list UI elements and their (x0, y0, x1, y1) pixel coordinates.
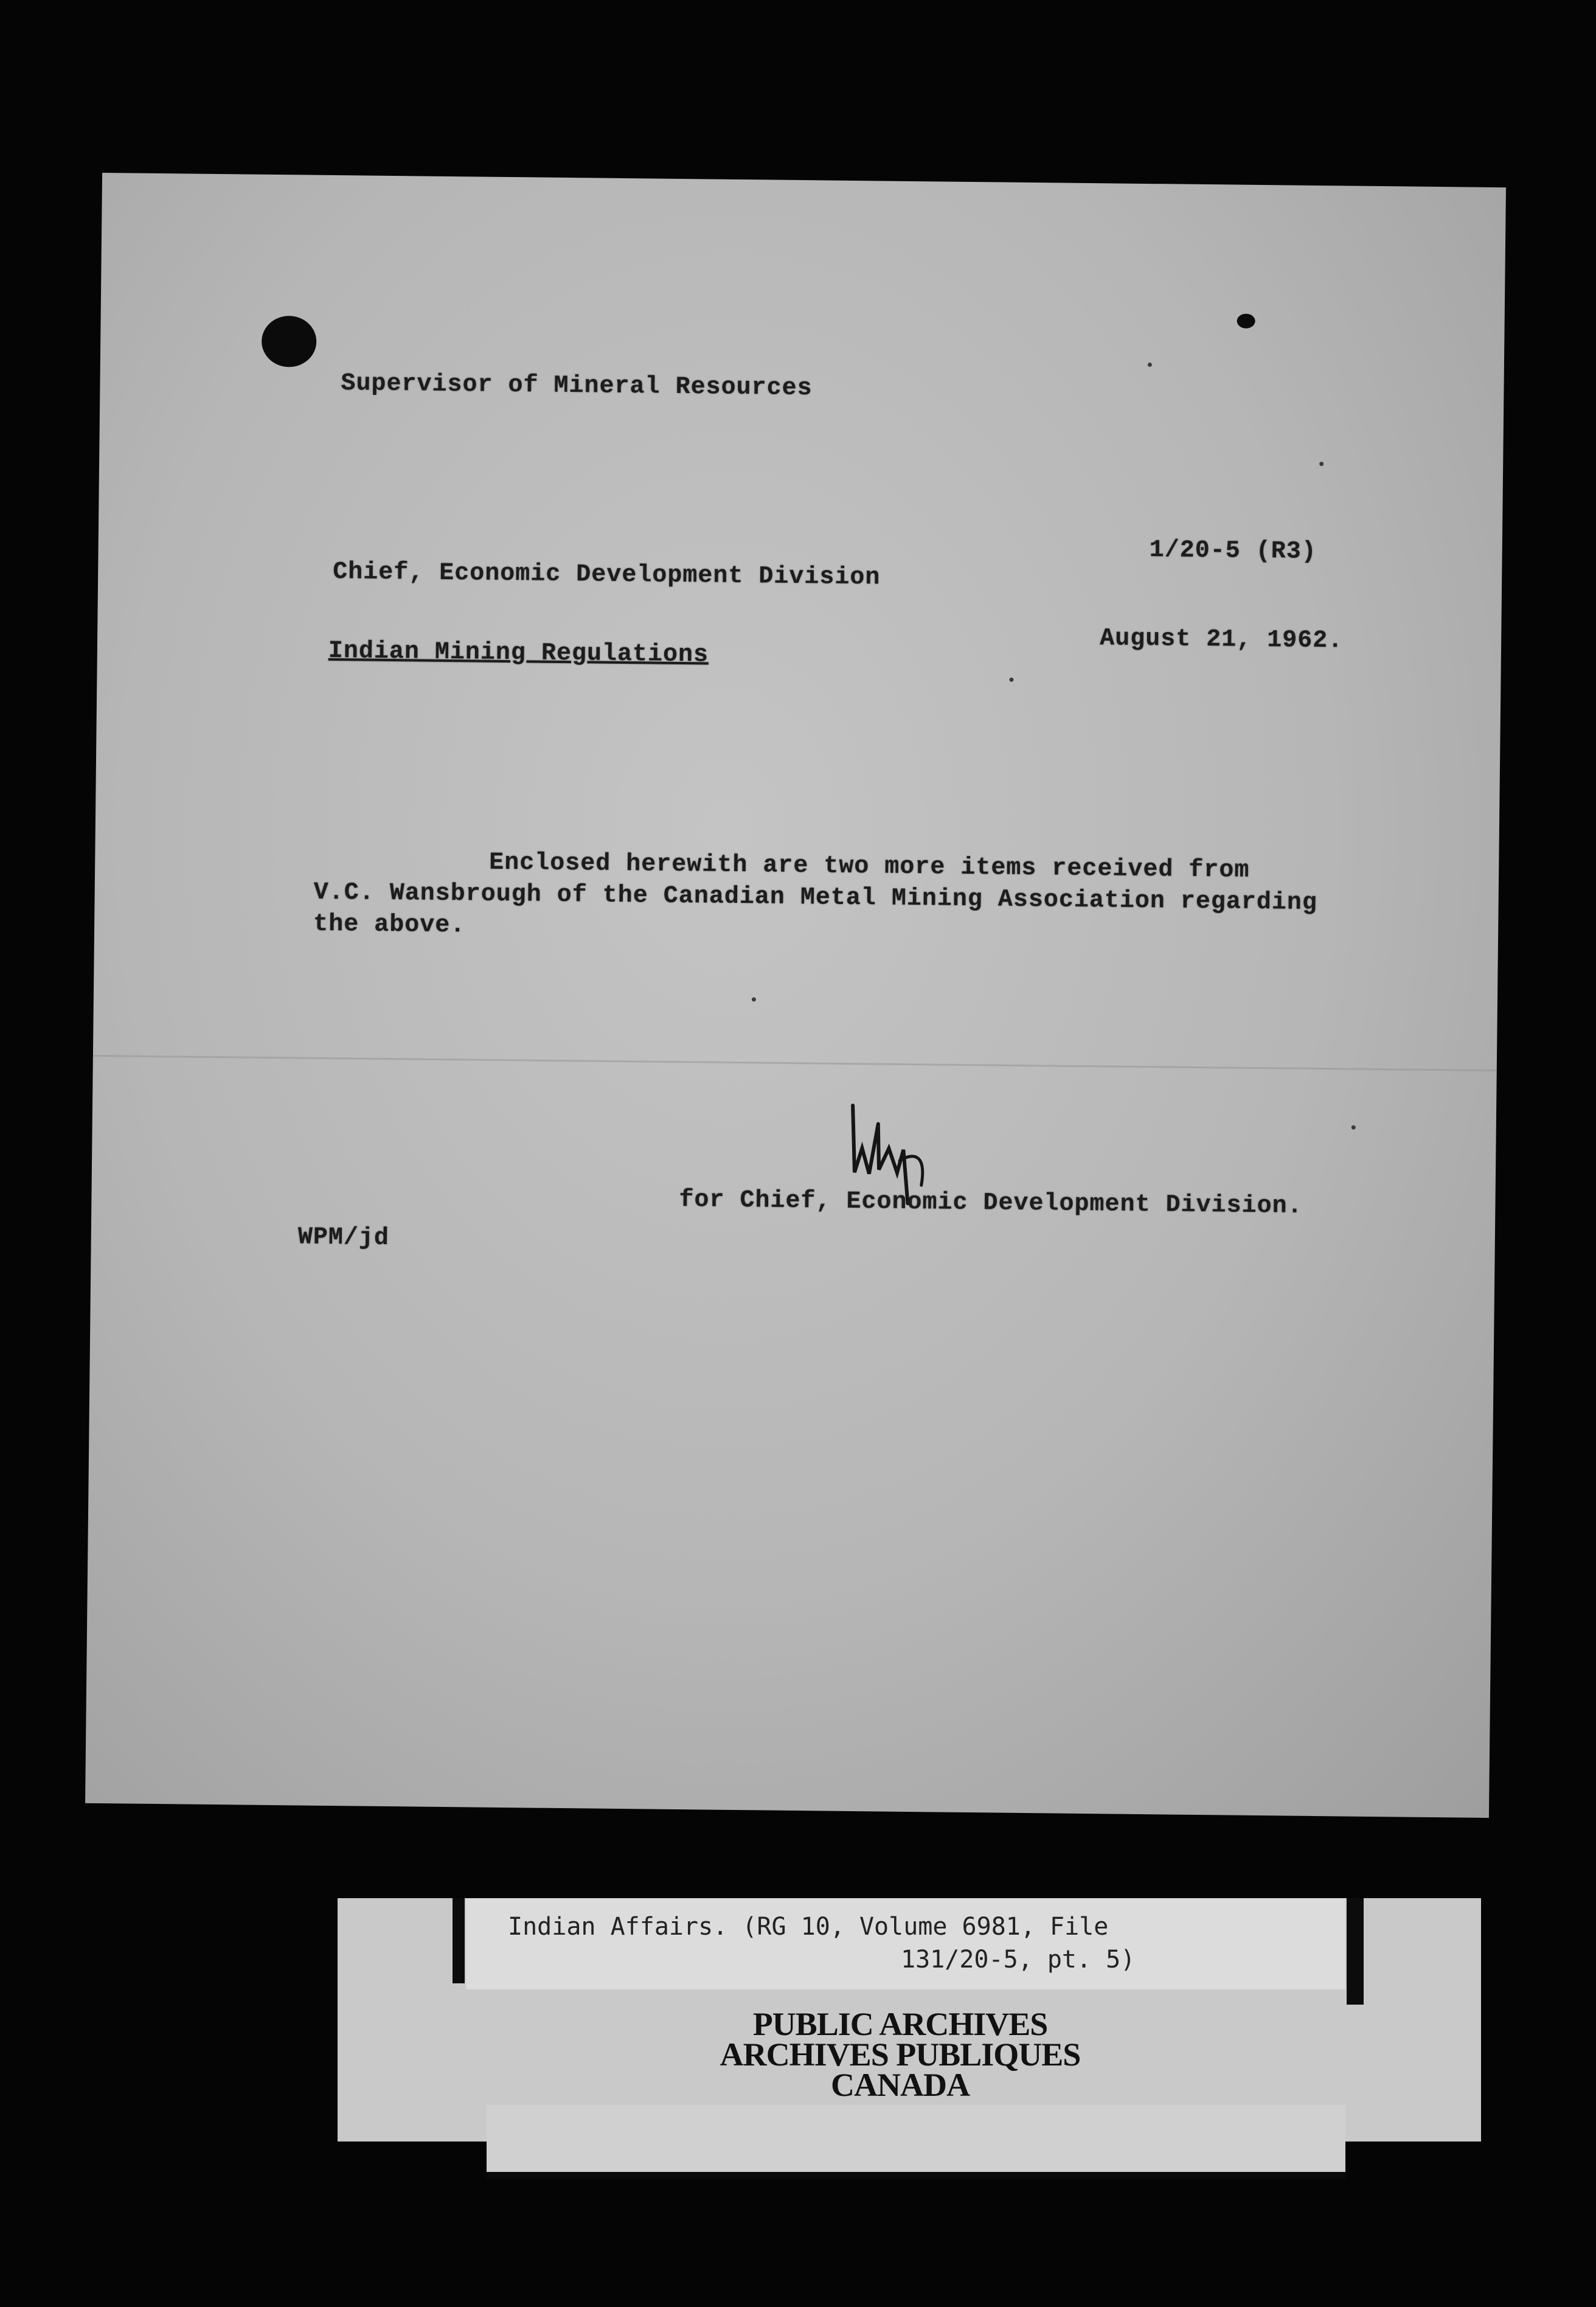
archive-stamp-line-3: CANADA (831, 2067, 970, 2103)
ink-speck (1351, 1126, 1356, 1130)
file-number: 1/20-5 (R3) (1149, 537, 1317, 566)
archive-reference-line-2: 131/20-5, pt. 5) (901, 1946, 1136, 1974)
typist-initials: WPM/jd (297, 1223, 390, 1253)
archive-stamp-line-2: ARCHIVES PUBLIQUES (720, 2036, 1081, 2073)
memo-date: August 21, 1962. (1099, 625, 1344, 655)
label-notch-left (453, 1898, 465, 1983)
memo-body-line-1: Enclosed herewith are two more items received from (489, 849, 1250, 885)
memo-body-line-3: the above. (313, 910, 466, 940)
archive-label-shadow (487, 2172, 1345, 2179)
ink-speck (1148, 363, 1152, 367)
label-notch-right (1347, 1898, 1364, 2005)
archive-stamp-line-1: PUBLIC ARCHIVES (752, 2006, 1048, 2042)
archive-reference (508, 1910, 1135, 1976)
memo-page (85, 173, 1506, 1818)
punch-hole-mark (262, 316, 317, 367)
ink-blot (1237, 314, 1255, 329)
memo-recipient: Supervisor of Mineral Resources (341, 370, 813, 403)
archive-reference-line-1: Indian Affairs. (RG 10, Volume 6981, File (508, 1913, 1109, 1941)
memo-subject: Indian Mining Regulations (328, 637, 709, 669)
ink-speck (1319, 462, 1324, 466)
archive-label-bottom-strip (487, 2105, 1345, 2172)
paper-fold-line (93, 1055, 1497, 1071)
signature-block: for Chief, Economic Development Division. (679, 1186, 1303, 1220)
memo-sender: Chief, Economic Development Division (333, 558, 881, 592)
ink-speck (752, 997, 756, 1001)
memo-body-line-2: V.C. Wansbrough of the Canadian Metal Mining Association regarding (313, 879, 1318, 917)
ink-speck (1009, 678, 1013, 682)
archive-stamp (669, 2006, 1131, 2103)
